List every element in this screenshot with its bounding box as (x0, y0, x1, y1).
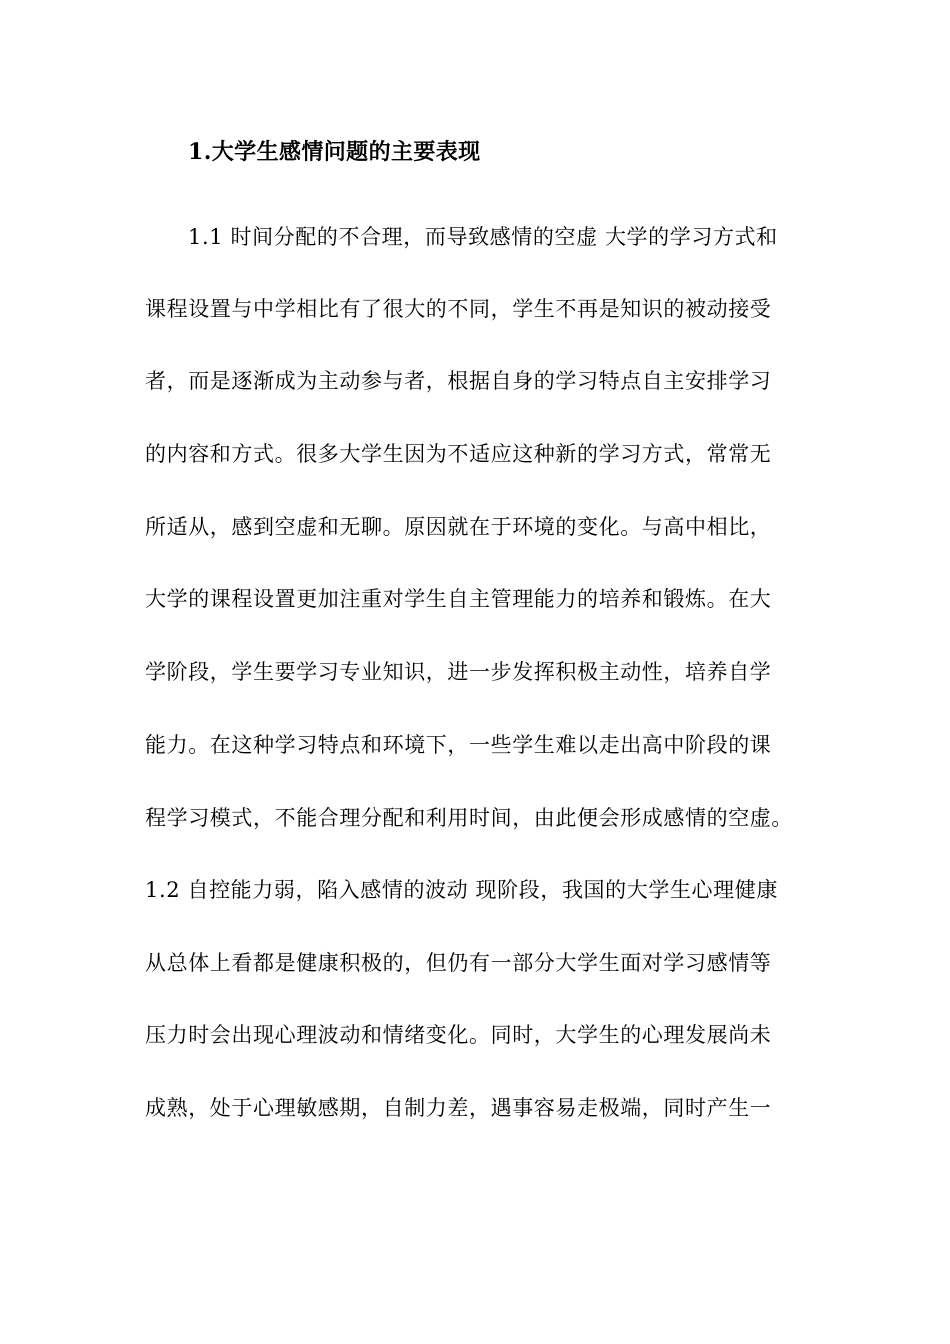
section-heading: 1.大学生感情问题的主要表现 (188, 139, 481, 165)
paragraph-line: 从总体上看都是健康积极的，但仍有一部分大学生面对学习感情等 (145, 951, 772, 975)
paragraph-line: 程学习模式，不能合理分配和利用时间，由此便会形成感情的空虚。 (145, 806, 793, 830)
paragraph-line: 课程设置与中学相比有了很大的不同，学生不再是知识的被动接受 (145, 297, 772, 321)
paragraph-line: 压力时会出现心理波动和情绪变化。同时，大学生的心理发展尚未 (145, 1023, 772, 1047)
paragraph-line: 者，而是逐渐成为主动参与者，根据自身的学习特点自主安排学习 (145, 369, 772, 393)
paragraph-line: 1.1 时间分配的不合理，而导致感情的空虚 大学的学习方式和 (188, 225, 778, 249)
paragraph-line: 成熟，处于心理敏感期，自制力差，遇事容易走极端，同时产生一 (145, 1096, 772, 1120)
paragraph-line: 所适从，感到空虚和无聊。原因就在于环境的变化。与高中相比， (145, 515, 772, 539)
paragraph-line: 1.2 自控能力弱，陷入感情的波动 现阶段，我国的大学生心理健康 (145, 878, 778, 902)
paragraph-line: 大学的课程设置更加注重对学生自主管理能力的培养和锻炼。在大 (145, 587, 772, 611)
paragraph-line: 能力。在这种学习特点和环境下，一些学生难以走出高中阶段的课 (145, 733, 772, 757)
paragraph-line: 的内容和方式。很多大学生因为不适应这种新的学习方式，常常无 (145, 442, 772, 466)
paragraph-line: 学阶段，学生要学习专业知识，进一步发挥积极主动性，培养自学 (145, 660, 772, 684)
